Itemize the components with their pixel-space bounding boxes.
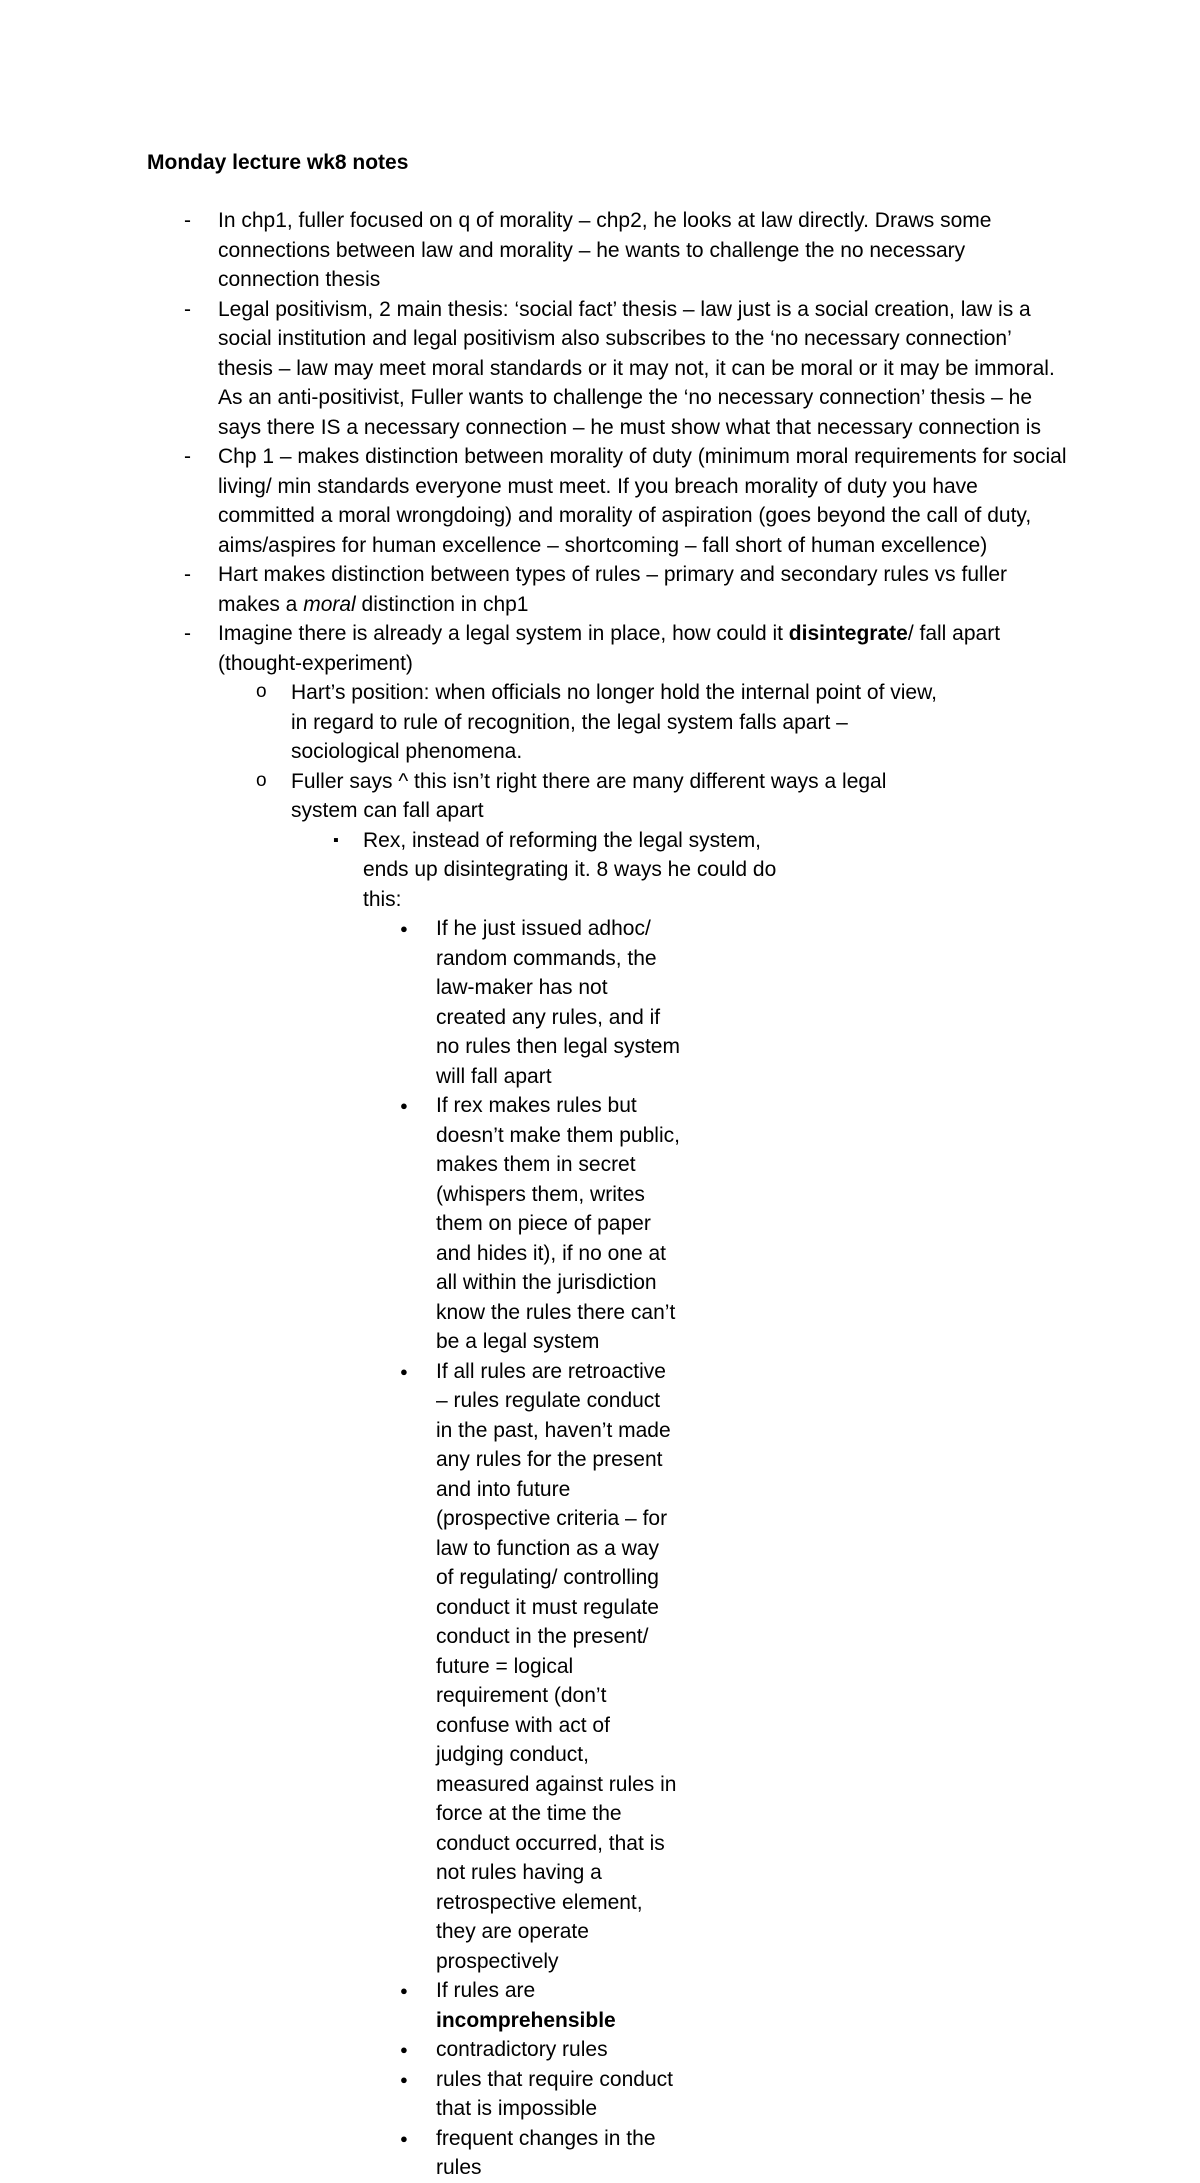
- way-item: ● frequent changes in the rules: [0, 2124, 810, 2183]
- sub-list-item: [0, 767, 1070, 2183]
- text-run: Rex, instead of reforming the legal system, ends up disintegrating it. 8 ways he could do this:: [363, 828, 777, 911]
- text-run: Hart makes distinction between types of rules – primary and secondary rules vs fuller makes a: [218, 563, 1008, 616]
- sub-sub-list-item: [0, 826, 940, 2183]
- way-item: ● rules that require conduct that is impossible: [0, 2065, 810, 2124]
- way-item: ● If all rules are retroactive – rules regulate conduct in the past, haven’t made any rules for the present and into future (prospective criteria – for law to function as a way of regulating/ controlling conduct it must regulate conduct in the present/ future = logical requirement (don’t confuse with act of judging conduct, measured against rules in force at the time the conduct occurred, that is not rules having a retrospective element, they are operate prospectively: [0, 1357, 810, 1977]
- list-item: - Chp 1 – makes distinction between morality of duty (minimum moral requirements for social living/ min standards everyone must meet. If you breach morality of duty you have committed a moral wrongdoing) and morality of aspiration (goes beyond the call of duty, aims/aspires for human excellence – shortcoming – fall short of human excellence): [0, 442, 1200, 560]
- list-item: [0, 619, 1200, 2183]
- list-item: - Legal positivism, 2 main thesis: ‘social fact’ thesis – law just is a social creation, law is a social institution and legal positivism also subscribes to the ‘no necessary connection’ thesis – law may meet moral standards or it may not, it can be moral or it may be immoral. As an anti-positivist, Fuller wants to challenge the ‘no necessary connection’ thesis – he says there IS a necessary connection – he must show what that necessary connection is: [0, 295, 1200, 443]
- text-run: / fall apart (thought-experiment): [218, 622, 1001, 675]
- way-item: ● If rex makes rules but doesn’t make them public, makes them in secret (whispers them, writes them on piece of paper and hides it), if no one at all within the jurisdiction know the rules there can’t be a legal system: [0, 1091, 810, 1357]
- sub-list: [218, 678, 1070, 2183]
- text-run: Imagine there is already a legal system in place, how could it: [218, 622, 789, 645]
- way-item: ● If he just issued adhoc/ random commands, the law-maker has not created any rules, and if no rules then legal system will fall apart: [0, 914, 810, 1091]
- bold-text: disintegrate: [788, 622, 908, 645]
- page-title: Monday lecture wk8 notes: [147, 151, 409, 174]
- text-run: Fuller says ^ this isn’t right there are many different ways a legal system can fall apart: [291, 769, 887, 822]
- sub-sub-list: [291, 826, 940, 2183]
- main-list: [0, 206, 1200, 2183]
- bold-text: incomprehensible: [436, 2008, 616, 2032]
- list-item: [0, 560, 1200, 619]
- sub-list-item: o Hart’s position: when officials no longer hold the internal point of view, in regard to rule of recognition, the legal system falls apart – sociological phenomena.: [0, 678, 1070, 767]
- list-item: - In chp1, fuller focused on q of morality – chp2, he looks at law directly. Draws some connections between law and morality – he wants to challenge the no necessary connection thesis: [0, 206, 1200, 295]
- notes-content: [0, 206, 1200, 2183]
- way-item: ● contradictory rules: [0, 2035, 810, 2065]
- way-item: [0, 1976, 810, 2035]
- text-run: distinction in chp1: [355, 592, 529, 616]
- italic-text: moral: [303, 592, 356, 616]
- text-run: If rules are: [436, 1979, 536, 2002]
- ways-list: [363, 914, 810, 2183]
